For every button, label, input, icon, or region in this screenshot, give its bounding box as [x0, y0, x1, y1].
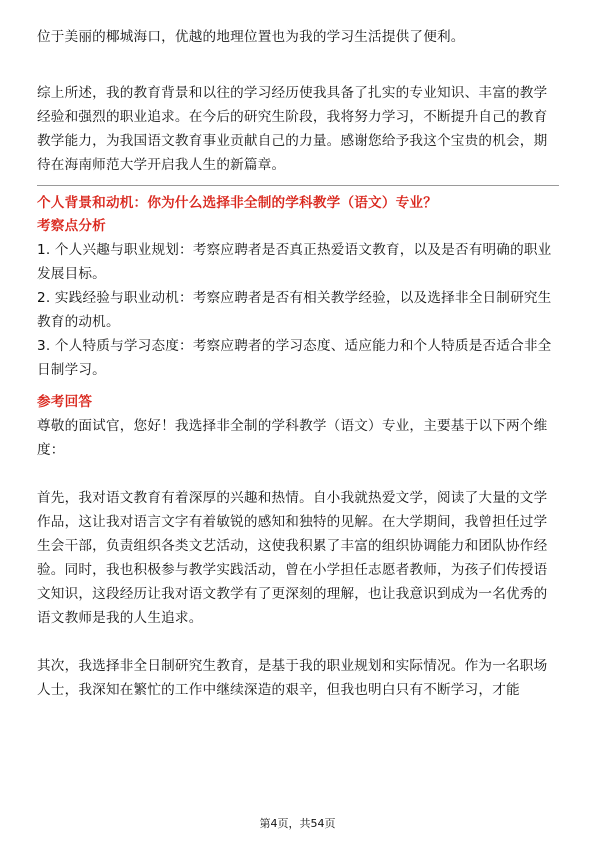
page-content [37, 25, 559, 702]
question-title: 个人背景和动机：你为什么选择非全制的学科教学（语文）专业？ [37, 195, 438, 211]
summary-paragraph: 综上所述，我的教育背景和以往的学习经历使我具备了扎实的专业知识、丰富的教学经验和强烈的职业追求。在今后的研究生阶段，我将努力学习，不断提升自己的教育教学能力，为我国语文教育事业贡献自己的力量。感谢您给予我这个宝贵的机会，期待在海南师范大学开启我人生的新篇章。 [37, 85, 548, 173]
answer-heading: 参考回答 [37, 394, 93, 410]
analysis-point: 2. 实践经验与职业动机：考察应聘者是否有相关教学经验，以及选择非全日制研究生教育的动机。 [37, 290, 552, 330]
blank-line [37, 462, 559, 486]
analysis-point: 3. 个人特质与学习态度：考察应聘者的学习态度、适应能力和个人特质是否适合非全日制学习。 [37, 338, 552, 378]
answer-paragraph: 首先，我对语文教育有着深厚的兴趣和热情。自小我就热爱文学，阅读了大量的文学作品，这让我对语言文字有着敏锐的感知和独特的见解。在大学期间，我曾担任过学生会干部，负责组织各类文艺活动，这使我积累了丰富的组织协调能力和团队协作经验。同时，我也积极参与教学实践活动，曾在小学担任志愿者教师，为孩子们传授语文知识，这段经历让我对语文教学有了更深刻的理解，也让我意识到成为一名优秀的语文教师是我的人生追求。 [37, 490, 548, 626]
answer-paragraph: 其次，我选择非全日制研究生教育，是基于我的职业规划和实际情况。作为一名职场人士，我深知在繁忙的工作中继续深造的艰辛，但我也明白只有不断学习，才能 [37, 658, 548, 698]
analysis-point: 1. 个人兴趣与职业规划：考察应聘者是否真正热爱语文教育，以及是否有明确的职业发展目标。 [37, 242, 552, 282]
blank-line [37, 630, 559, 654]
section-divider [37, 185, 559, 186]
spacer [37, 382, 559, 390]
analysis-heading: 考察点分析 [37, 218, 106, 234]
answer-paragraph: 尊敬的面试官，您好！我选择非全制的学科教学（语文）专业，主要基于以下两个维度： [37, 418, 548, 458]
page-number: 第4页，共54页 [259, 817, 336, 830]
intro-paragraph: 位于美丽的椰城海口，优越的地理位置也为我的学习生活提供了便利。 [37, 29, 465, 45]
